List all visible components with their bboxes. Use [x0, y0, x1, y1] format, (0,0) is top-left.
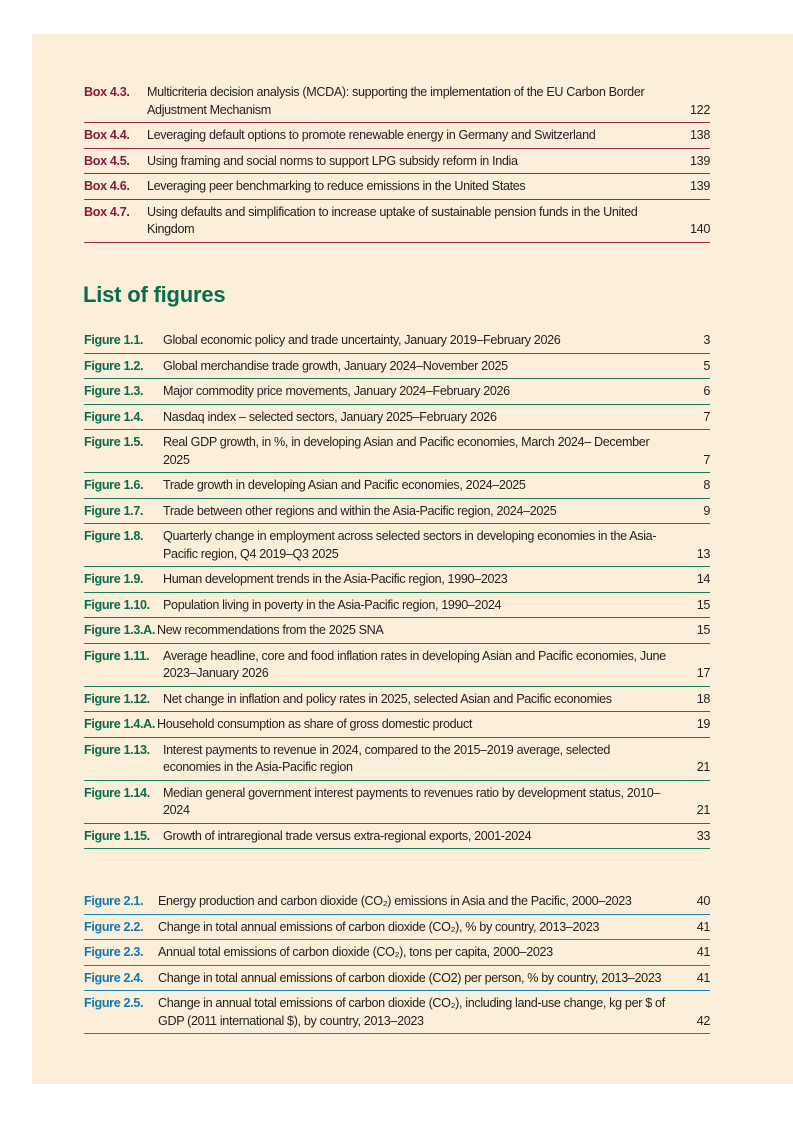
- figure-entry[interactable]: [84, 738, 710, 781]
- figure-entry-title[interactable]: Change in total annual emissions of carbon dioxide (CO₂), % by country, 2013–2023: [158, 919, 600, 934]
- figure-entry-label: Figure 2.4.: [84, 970, 144, 985]
- figure-entry-page-number[interactable]: 21: [696, 760, 710, 774]
- figure-entry[interactable]: [84, 644, 710, 687]
- figure-entry[interactable]: [84, 499, 710, 525]
- figure-entry[interactable]: [84, 354, 710, 380]
- figure-entry[interactable]: [84, 379, 710, 405]
- box-entry-label: Box 4.6.: [84, 179, 130, 193]
- figure-entry-title[interactable]: Trade growth in developing Asian and Pacific economies, 2024–2025: [163, 478, 526, 492]
- box-entry[interactable]: [84, 174, 710, 200]
- figure-entry-page-number[interactable]: 13: [696, 546, 710, 561]
- box-entry[interactable]: [84, 123, 710, 149]
- box-entry-label: Box 4.3.: [84, 85, 130, 99]
- figure-entry-title[interactable]: Change in annual total emissions of carbon dioxide (CO₂), including land-use change, kg per $ of GDP (2011 international $), by country, 2013–2023: [158, 996, 665, 1028]
- figure-entry-label: Figure 1.6.: [84, 478, 144, 492]
- figure-entry-page-number[interactable]: 5: [703, 358, 710, 373]
- figure-entry-page-number[interactable]: 15: [696, 597, 710, 612]
- figure-entry[interactable]: [84, 618, 710, 644]
- figure-entry-title[interactable]: Global merchandise trade growth, January 2024–November 2025: [163, 358, 508, 373]
- figure-entry-page-number[interactable]: 33: [696, 828, 710, 843]
- box-entry-page-number[interactable]: 139: [690, 179, 710, 193]
- figure-entry-title[interactable]: Human development trends in the Asia-Pacific region, 1990–2023: [163, 572, 508, 586]
- figure-entry-label: Figure 1.11.: [84, 648, 150, 663]
- figure-entry-label: Figure 1.2.: [84, 358, 144, 373]
- figure-entry[interactable]: [84, 593, 710, 619]
- figure-entry-page-number[interactable]: 3: [703, 333, 710, 347]
- figure-entry-title[interactable]: Nasdaq index – selected sectors, January 2025–February 2026: [163, 409, 497, 424]
- box-entry-page-number[interactable]: 122: [690, 102, 710, 117]
- figure-entry-label: Figure 1.14.: [84, 785, 150, 800]
- figure-entry-title[interactable]: Energy production and carbon dioxide (CO₂) emissions in Asia and the Pacific, 2000–2023: [158, 894, 632, 908]
- figure-entry-title[interactable]: Quarterly change in employment across selected sectors in developing economies in the Asia-Pacific region, Q4 2019–Q3 2025: [163, 529, 657, 561]
- figure-entry-label: Figure 1.15.: [84, 828, 150, 843]
- figure-entry-label: Figure 1.3.: [84, 384, 144, 398]
- figure-entry-label: Figure 2.1.: [84, 894, 144, 908]
- box-entry-page-number[interactable]: 140: [690, 222, 710, 236]
- figure-entry-page-number[interactable]: 40: [696, 894, 710, 908]
- figure-entry[interactable]: [84, 824, 710, 850]
- figure-entry-page-number[interactable]: 17: [696, 666, 710, 680]
- figure-entry-page-number[interactable]: 15: [696, 623, 710, 637]
- figure-entry[interactable]: [84, 889, 710, 915]
- list-of-figures-heading: List of figures: [83, 282, 226, 307]
- figure-entry-page-number[interactable]: 42: [696, 1013, 710, 1028]
- box-entry-page-number[interactable]: 139: [690, 153, 710, 168]
- figure-entry-page-number[interactable]: 21: [696, 803, 710, 817]
- box-entry-title[interactable]: Using defaults and simplification to increase uptake of sustainable pension funds in the United Kingdom: [147, 204, 638, 236]
- figure-entry-page-number[interactable]: 19: [696, 717, 710, 731]
- figure-entry[interactable]: [84, 712, 710, 738]
- figure-entry-title[interactable]: Interest payments to revenue in 2024, compared to the 2015–2019 average, selected economies in the Asia-Pacific region: [163, 742, 611, 774]
- figure-entry-page-number[interactable]: 41: [696, 919, 710, 934]
- figure-entry-title[interactable]: New recommendations from the 2025 SNA: [157, 623, 384, 637]
- box-entry-title[interactable]: Leveraging peer benchmarking to reduce emissions in the United States: [147, 179, 526, 193]
- box-entry-title[interactable]: Multicriteria decision analysis (MCDA): supporting the implementation of the EU Carbon Border Adjustment Mechanism: [147, 85, 645, 117]
- figure-entry-page-number[interactable]: 6: [703, 384, 710, 398]
- figure-entry-title[interactable]: Average headline, core and food inflation rates in developing Asian and Pacific economies, June 2023–January 2026: [163, 648, 666, 680]
- figure-entry[interactable]: [84, 781, 710, 824]
- figure-entry-page-number[interactable]: 8: [703, 478, 710, 492]
- figure-entry-label: Figure 1.4.: [84, 409, 144, 424]
- box-entry[interactable]: [84, 80, 710, 123]
- figure-entry-label: Figure 2.2.: [84, 919, 144, 934]
- figure-entry-label: Figure 1.3.A.: [84, 623, 156, 637]
- figure-entry-label: Figure 1.1.: [84, 333, 144, 347]
- figure-entry-page-number[interactable]: 14: [696, 572, 710, 586]
- figure-entry[interactable]: [84, 915, 710, 941]
- figure-entry-title[interactable]: Population living in poverty in the Asia-Pacific region, 1990–2024: [163, 597, 502, 612]
- figure-entry-title[interactable]: Annual total emissions of carbon dioxide (CO₂), tons per capita, 2000–2023: [158, 945, 553, 959]
- figure-entry[interactable]: [84, 687, 710, 713]
- figure-entry[interactable]: [84, 405, 710, 431]
- box-list: [84, 80, 710, 243]
- figure-entry-title[interactable]: Global economic policy and trade uncertainty, January 2019–February 2026: [163, 333, 561, 347]
- box-entry[interactable]: [84, 149, 710, 175]
- figure-entry-page-number[interactable]: 7: [703, 409, 710, 424]
- figure-entry[interactable]: [84, 991, 710, 1034]
- figure-entry-label: Figure 1.8.: [84, 529, 144, 543]
- box-entry-title[interactable]: Leveraging default options to promote renewable energy in Germany and Switzerland: [147, 128, 596, 142]
- figure-entry[interactable]: [84, 940, 710, 966]
- figure-entry-label: Figure 1.12.: [84, 691, 150, 706]
- figure-list-chapter-2: [84, 889, 710, 1034]
- figure-entry-page-number[interactable]: 41: [696, 945, 710, 959]
- figure-entry-title[interactable]: Major commodity price movements, January 2024–February 2026: [163, 384, 510, 398]
- figure-entry-title[interactable]: Real GDP growth, in %, in developing Asian and Pacific economies, March 2024– December 2025: [163, 435, 650, 467]
- box-entry-label: Box 4.7.: [84, 204, 130, 219]
- box-entry[interactable]: [84, 200, 710, 243]
- figure-list-chapter-1: [84, 328, 710, 849]
- figure-entry-label: Figure 2.3.: [84, 945, 144, 959]
- figure-entry-page-number[interactable]: 9: [703, 503, 710, 518]
- figure-entry-page-number[interactable]: 41: [696, 970, 710, 985]
- figure-entry-label: Figure 1.4.A.: [84, 717, 156, 731]
- box-entry-title[interactable]: Using framing and social norms to support LPG subsidy reform in India: [147, 153, 518, 168]
- figure-entry-title[interactable]: Median general government interest payments to revenues ratio by development status, 2010–2024: [163, 785, 661, 817]
- figure-entry-label: Figure 1.13.: [84, 742, 150, 757]
- figure-entry-title[interactable]: Net change in inflation and policy rates in 2025, selected Asian and Pacific economies: [163, 691, 612, 706]
- figure-entry-label: Figure 1.10.: [84, 597, 150, 612]
- figure-entry[interactable]: [84, 524, 710, 567]
- figure-entry-title[interactable]: Trade between other regions and within the Asia-Pacific region, 2024–2025: [163, 503, 557, 518]
- figure-entry-label: Figure 1.7.: [84, 503, 144, 518]
- figure-entry-label: Figure 1.9.: [84, 572, 144, 586]
- figure-entry-title[interactable]: Change in total annual emissions of carbon dioxide (CO2) per person, % by country, 2013–2023: [158, 970, 662, 985]
- figure-entry-label: Figure 1.5.: [84, 435, 144, 449]
- figure-entry-page-number[interactable]: 7: [703, 452, 710, 467]
- figure-entry-label: Figure 2.5.: [84, 996, 144, 1010]
- box-entry-label: Box 4.4.: [84, 128, 130, 142]
- figure-entry-title[interactable]: Household consumption as share of gross domestic product: [157, 717, 473, 731]
- figure-entry[interactable]: [84, 430, 710, 473]
- box-entry-label: Box 4.5.: [84, 153, 130, 168]
- figure-entry[interactable]: [84, 473, 710, 499]
- figure-entry[interactable]: [84, 966, 710, 992]
- figure-entry-title[interactable]: Growth of intraregional trade versus extra-regional exports, 2001-2024: [163, 828, 532, 843]
- figure-entry[interactable]: [84, 328, 710, 354]
- figure-entry-page-number[interactable]: 18: [696, 691, 710, 706]
- box-entry-page-number[interactable]: 138: [690, 128, 710, 142]
- figure-entry[interactable]: [84, 567, 710, 593]
